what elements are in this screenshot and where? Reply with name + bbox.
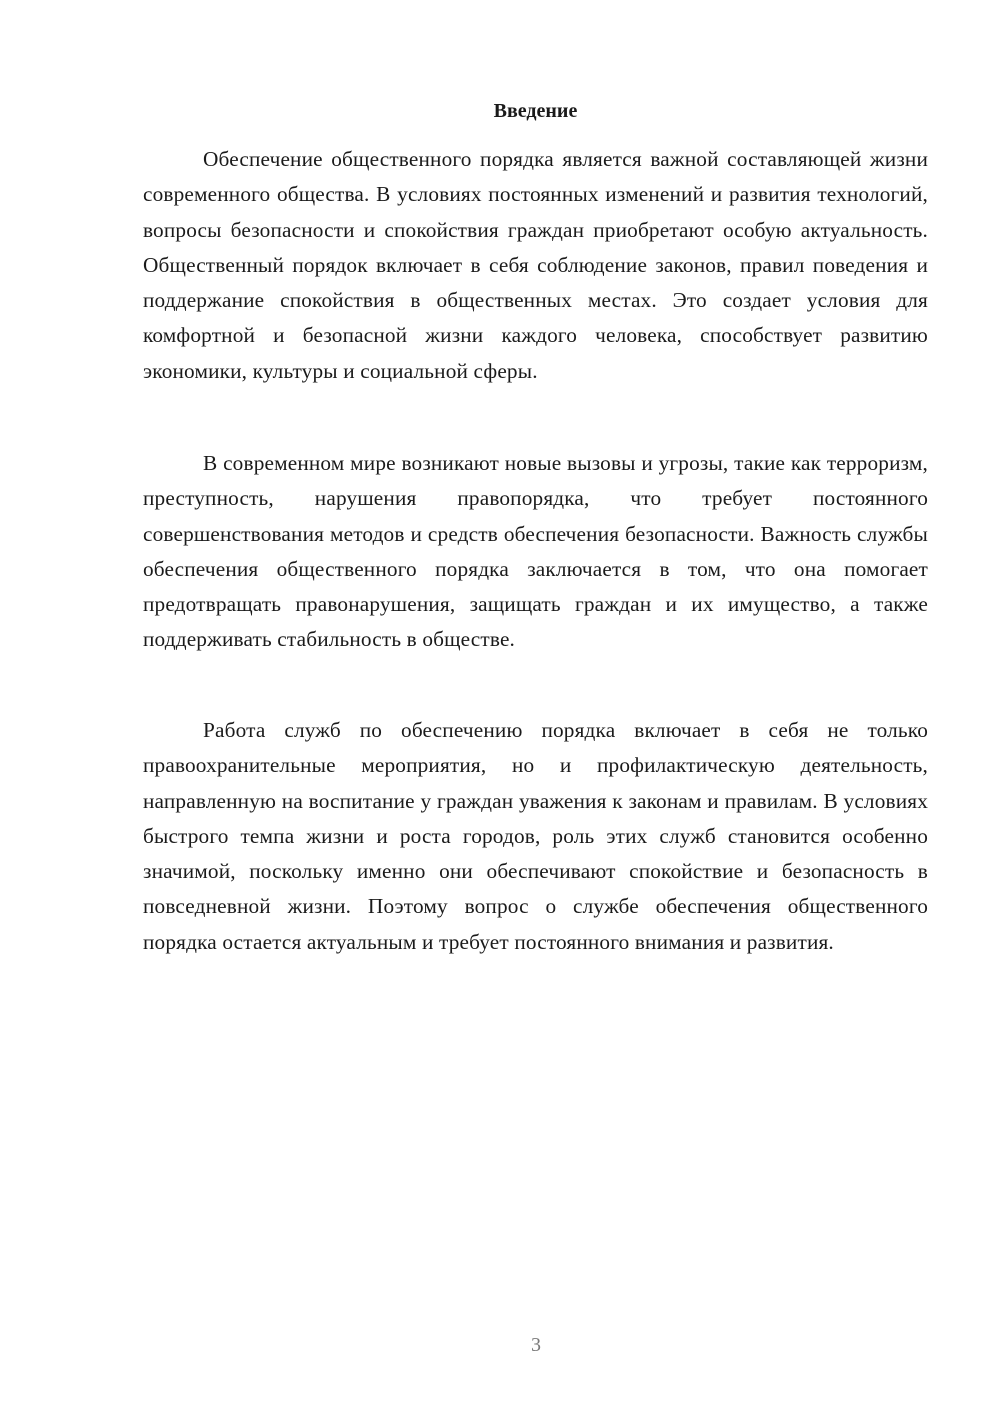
paragraph-3: Работа служб по обеспечению порядка включает в себя не только правоохранительные мероприятия, но и профилактическую деятельность, направленную на воспитание у граждан уважения к законам и правилам. В условиях быстрого темпа жизни и роста городов, роль этих служб становится особенно значимой, поскольку именно они обеспечивают спокойствие и безопасность в повседневной жизни. Поэтому вопрос о службе обеспечения общественного порядка остается актуальным и требует постоянного внимания и развития. [143,718,928,954]
page-number: 3 [531,1334,541,1356]
section-title: Введение [493,100,578,122]
paragraph-2: В современном мире возникают новые вызовы и угрозы, такие как терроризм, преступность, нарушения правопорядка, что требует постоянного совершенствования методов и средств обеспечения безопасности. Важность службы обеспечения общественного порядка заключается в том, что она помогает предотвращать правонарушения, защищать граждан и их имущество, а также поддерживать стабильность в обществе. [143,451,928,652]
paragraph-1: Обеспечение общественного порядка является важной составляющей жизни современного общества. В условиях постоянных изменений и развития технологий, вопросы безопасности и спокойствия граждан приобретают особую актуальность. Общественный порядок включает в себя соблюдение законов, правил поведения и поддержание спокойствия в общественных местах. Это создает условия для комфортной и безопасной жизни каждого человека, способствует развитию экономики, культуры и социальной сферы. [143,147,928,383]
